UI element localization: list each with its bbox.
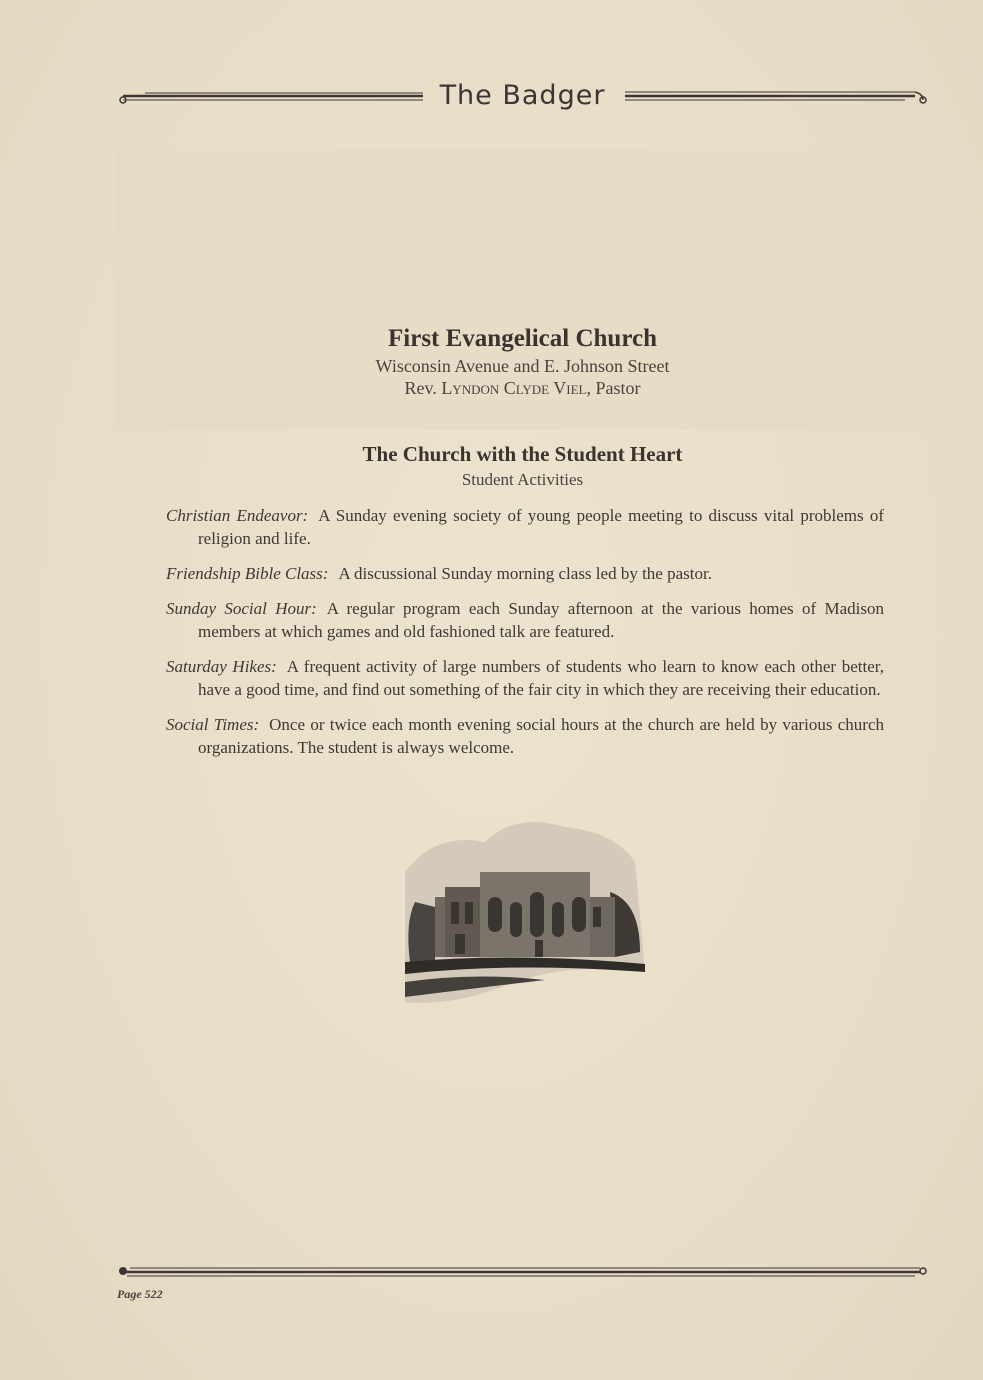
activity-item xyxy=(166,597,884,643)
activity-term: Christian Endeavor: xyxy=(166,506,309,525)
activity-item xyxy=(166,504,884,550)
activities-list xyxy=(166,504,884,771)
activity-description: A discussional Sunday morning class led by the pastor. xyxy=(338,564,712,583)
activity-term: Saturday Hikes: xyxy=(166,657,277,676)
activity-description: A frequent activity of large numbers of students who learn to know each other better, have a good time, and find out something of the fair city in which they are receiving their education. xyxy=(198,657,884,699)
activity-description: A Sunday evening society of young people meeting to discuss vital problems of religion and life. xyxy=(198,506,884,548)
activity-description: Once or twice each month evening social hours at the church are held by various church organizations. The student is always welcome. xyxy=(198,715,884,757)
page-number: Page 522 xyxy=(117,1287,163,1301)
activity-description: A regular program each Sunday afternoon at the various homes of Madison members at which games and old fashioned talk are featured. xyxy=(198,599,885,641)
activity-item xyxy=(166,562,884,585)
activity-item xyxy=(166,713,884,759)
activity-term: Social Times: xyxy=(166,715,260,734)
activity-term: Friendship Bible Class: xyxy=(166,564,329,583)
page-header xyxy=(115,76,930,116)
publication-title: The Badger xyxy=(439,80,606,111)
church-address: Wisconsin Avenue and E. Johnson Street xyxy=(375,356,670,376)
pastor-suffix: , Pastor xyxy=(586,378,641,398)
section-subtitle: Student Activities xyxy=(461,470,584,489)
pastor-prefix: Rev. xyxy=(404,378,442,398)
footer-rule-ornament xyxy=(115,1262,930,1284)
church-name: First Evangelical Church xyxy=(388,325,657,352)
activity-item xyxy=(166,655,884,701)
activity-term: Sunday Social Hour: xyxy=(166,599,317,618)
church-building-illustration xyxy=(395,812,650,1012)
section-motto: The Church with the Student Heart xyxy=(362,442,683,466)
church-pastor xyxy=(115,378,930,399)
pastor-name: Lyndon Clyde Viel xyxy=(441,378,587,398)
